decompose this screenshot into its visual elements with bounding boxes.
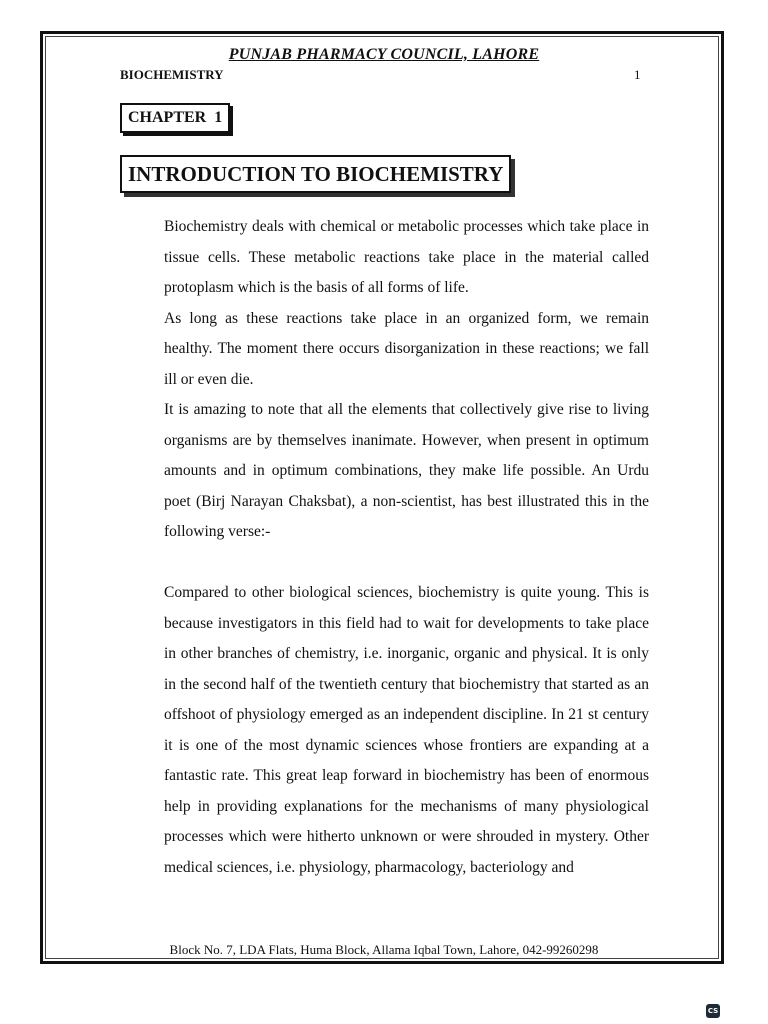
paragraph: Biochemistry deals with chemical or metabolic processes which take place in tissue cells. These metabolic reactions take place in the material called protoplasm which is the basis of all forms of life. [164, 218, 649, 296]
subject-heading: BIOCHEMISTRY [120, 67, 224, 82]
paragraph: Compared to other biological sciences, biochemistry is quite young. This is because investigators in this field had to wait for developments to take place in other branches of chemistry, i.e. inorganic, organic and physical. It is only in the second half of the twentieth century that biochemistry that started as an offshoot of physiology emerged as an independent discipline. In 21 st century it is one of the most dynamic sciences whose frontiers are expanding at a fantastic rate. This great leap forward in biochemistry has been of enormous help in providing explanations for the mechanisms of many physiological processes which were hitherto unknown or were shrouded in mystery. Other medical sciences, i.e. physiology, pharmacology, bacteriology and [164, 584, 649, 876]
camscanner-logo-icon: CS [706, 1004, 720, 1018]
body-text [164, 212, 649, 883]
chapter-title: INTRODUCTION TO BIOCHEMISTRY [120, 155, 511, 193]
paragraph: As long as these reactions take place in an organized form, we remain healthy. The moment there occurs disorganization in these reactions; we fall ill or even die. [164, 309, 649, 388]
page-number: 1 [634, 67, 641, 82]
organization-title: PUNJAB PHARMACY COUNCIL, LAHORE [228, 46, 540, 63]
chapter-label: CHAPTER 1 [120, 103, 230, 133]
footer-address: Block No. 7, LDA Flats, Huma Block, Allama Iqbal Town, Lahore, 042-99260298 [169, 942, 599, 957]
paragraph: It is amazing to note that all the elements that collectively give rise to living organisms are by themselves inanimate. However, when present in optimum amounts and in optimum combinations, they make life possible. An Urdu poet (Birj Narayan Chaksbat), a non-scientist, has best illustrated this in the following verse:- [164, 401, 649, 540]
